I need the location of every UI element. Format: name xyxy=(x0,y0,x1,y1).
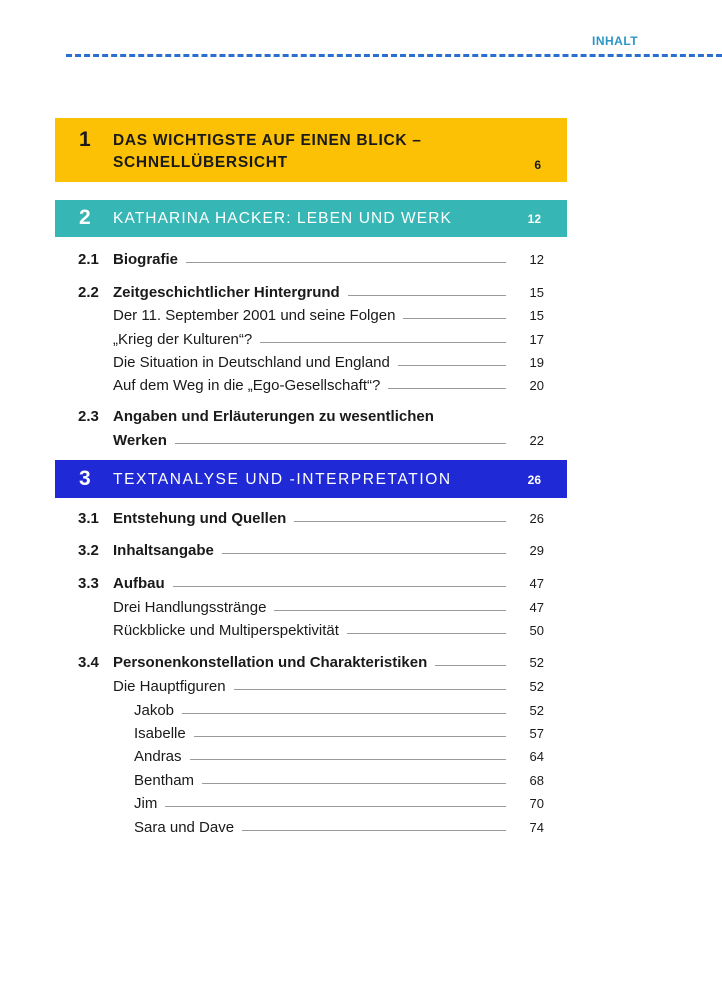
entry-title: Isabelle xyxy=(134,725,186,742)
header-dashed-rule xyxy=(66,54,722,57)
toc-entry-2-2[interactable] xyxy=(78,284,544,304)
entry-title: Drei Handlungsstränge xyxy=(113,599,267,616)
entry-page: 70 xyxy=(529,796,544,811)
section-number: 3.1 xyxy=(78,510,99,527)
entry-title: Biografie xyxy=(113,251,179,268)
chapter-number: 1 xyxy=(79,128,91,151)
chapter-3-banner[interactable] xyxy=(55,460,567,498)
entry-title: Zeitgeschichtlicher Hintergrund xyxy=(113,284,340,301)
chapter-title-line-1: DAS WICHTIGSTE AUF EINEN BLICK – xyxy=(113,132,422,149)
entry-title: Sara und Dave xyxy=(134,819,235,836)
leader-line xyxy=(222,553,506,554)
section-number: 3.4 xyxy=(78,654,99,671)
chapter-number: 2 xyxy=(79,206,91,229)
leader-line xyxy=(186,262,506,263)
entry-page: 52 xyxy=(529,655,544,670)
toc-entry[interactable] xyxy=(78,622,544,642)
entry-title: Jim xyxy=(134,795,158,812)
entry-title: Bentham xyxy=(134,772,195,789)
entry-page: 52 xyxy=(529,679,544,694)
toc-entry[interactable] xyxy=(78,795,544,815)
chapter-title-line-2: SCHNELLÜBERSICHT xyxy=(113,154,288,171)
leader-line xyxy=(294,521,506,522)
chapter-2-banner[interactable] xyxy=(55,200,567,237)
toc-entry[interactable] xyxy=(78,748,544,768)
entry-title: Werken xyxy=(113,432,167,449)
entry-title: Personenkonstellation und Charakteristiken xyxy=(113,654,428,671)
leader-line xyxy=(202,783,506,784)
entry-page: 12 xyxy=(529,252,544,267)
leader-line xyxy=(388,388,506,389)
entry-title: Rückblicke und Multiperspektivität xyxy=(113,622,339,639)
chapter-page-number: 12 xyxy=(527,212,541,226)
toc-entry-3-3[interactable] xyxy=(78,575,544,595)
section-number: 3.3 xyxy=(78,575,99,592)
section-number: 3.2 xyxy=(78,542,99,559)
section-number: 2.3 xyxy=(78,408,99,425)
leader-line xyxy=(398,365,506,366)
leader-line xyxy=(435,665,506,666)
entry-title-line-1: Angaben und Erläuterungen zu wesentlichen xyxy=(113,408,434,425)
toc-entry[interactable] xyxy=(78,772,544,792)
entry-title: Jakob xyxy=(134,702,175,719)
chapter-number: 3 xyxy=(79,467,91,490)
leader-line xyxy=(260,342,506,343)
chapter-title: KATHARINA HACKER: LEBEN UND WERK xyxy=(113,210,452,227)
entry-title: Der 11. September 2001 und seine Folgen xyxy=(113,307,396,324)
entry-page: 29 xyxy=(529,543,544,558)
entry-title: Entstehung und Quellen xyxy=(113,510,287,527)
entry-title: Die Situation in Deutschland und England xyxy=(113,354,390,371)
entry-title: „Krieg der Kulturen“? xyxy=(113,331,253,348)
leader-line xyxy=(165,806,506,807)
entry-title: Andras xyxy=(134,748,182,765)
toc-entry-3-4[interactable] xyxy=(78,654,544,674)
chapter-1-banner[interactable] xyxy=(55,118,567,182)
leader-line xyxy=(348,295,506,296)
toc-entry[interactable] xyxy=(78,354,544,374)
entry-page: 19 xyxy=(529,355,544,370)
toc-entry[interactable] xyxy=(78,702,544,722)
entry-page: 15 xyxy=(529,308,544,323)
entry-page: 64 xyxy=(529,749,544,764)
entry-title: Aufbau xyxy=(113,575,165,592)
leader-line xyxy=(234,689,506,690)
toc-entry-2-3-line-2[interactable] xyxy=(78,432,544,452)
toc-entry[interactable] xyxy=(78,307,544,327)
toc-entry[interactable] xyxy=(78,331,544,351)
entry-page: 74 xyxy=(529,820,544,835)
leader-line xyxy=(175,443,506,444)
chapter-page-number: 26 xyxy=(527,473,541,487)
leader-line xyxy=(403,318,506,319)
section-number: 2.1 xyxy=(78,251,99,268)
entry-page: 47 xyxy=(529,576,544,591)
chapter-page-number: 6 xyxy=(534,158,541,172)
entry-page: 17 xyxy=(529,332,544,347)
chapter-title: TEXTANALYSE UND -INTERPRETATION xyxy=(113,471,452,488)
toc-entry[interactable] xyxy=(78,725,544,745)
entry-page: 20 xyxy=(529,378,544,393)
entry-page: 47 xyxy=(529,600,544,615)
leader-line xyxy=(274,610,506,611)
section-number: 2.2 xyxy=(78,284,99,301)
entry-title: Auf dem Weg in die „Ego-Gesellschaft“? xyxy=(113,377,381,394)
page-header-label: INHALT xyxy=(592,34,639,48)
leader-line xyxy=(173,586,506,587)
toc-entry[interactable] xyxy=(78,819,544,839)
entry-title: Die Hauptfiguren xyxy=(113,678,226,695)
entry-page: 26 xyxy=(529,511,544,526)
toc-entry-2-3[interactable] xyxy=(78,408,544,428)
toc-entry[interactable] xyxy=(78,678,544,698)
entry-page: 57 xyxy=(529,726,544,741)
toc-entry[interactable] xyxy=(78,599,544,619)
entry-page: 50 xyxy=(529,623,544,638)
leader-line xyxy=(347,633,506,634)
leader-line xyxy=(242,830,506,831)
entry-page: 52 xyxy=(529,703,544,718)
entry-page: 15 xyxy=(529,285,544,300)
toc-entry-3-2[interactable] xyxy=(78,542,544,562)
toc-entry-2-1[interactable] xyxy=(78,251,544,271)
leader-line xyxy=(194,736,506,737)
entry-page: 22 xyxy=(529,433,544,448)
leader-line xyxy=(190,759,506,760)
toc-entry-3-1[interactable] xyxy=(78,510,544,530)
entry-title: Inhaltsangabe xyxy=(113,542,214,559)
entry-page: 68 xyxy=(529,773,544,788)
toc-entry[interactable] xyxy=(78,377,544,397)
chapter-title xyxy=(113,130,422,174)
leader-line xyxy=(182,713,506,714)
